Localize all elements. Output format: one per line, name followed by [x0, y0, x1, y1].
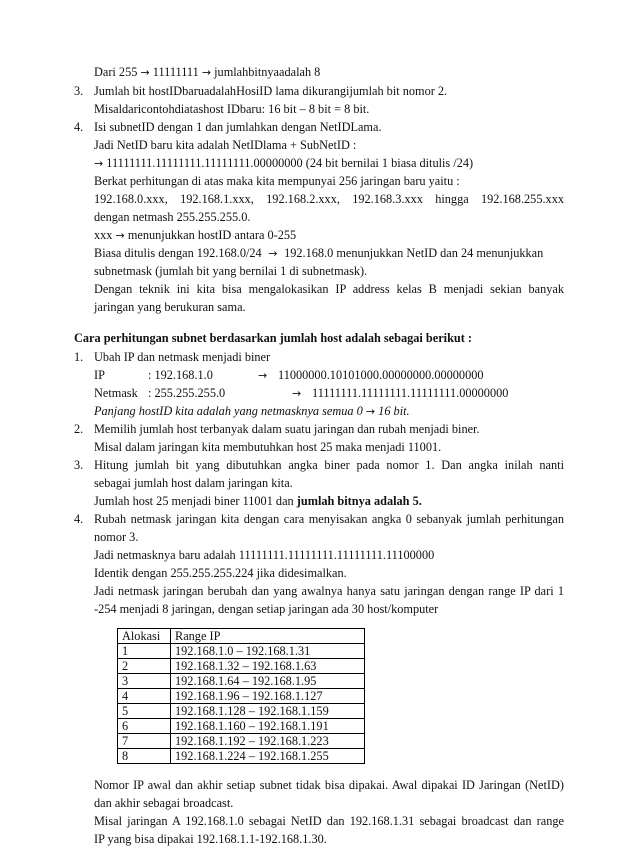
ip-range-table: [117, 628, 365, 764]
list-number: 1.: [74, 350, 84, 364]
section-heading: Cara perhitungan subnet berdasarkan jumlah host adalah sebagai berikut :: [74, 331, 473, 345]
table-cell: 192.168.1.192 – 192.168.1.223: [171, 734, 365, 749]
dari-binary: 11111111: [152, 65, 199, 79]
list-item-text: -254 menjadi 8 jaringan, dengan setiap jaringan ada 30 host/komputer: [94, 602, 439, 616]
list-item-text: sebagai jumlah host dalam jaringan kita.: [94, 476, 293, 490]
binary-line: → 11111111.11111111.11111111.00000000 (24 bit bernilai 1 biasa ditulis /24): [94, 156, 474, 170]
footer-line: Misal jaringan A 192.168.1.0 sebagai NetID dan 192.168.1.31 sebagai broadcast dan range: [94, 814, 564, 828]
table-row: [118, 719, 365, 734]
table-row: [118, 734, 365, 749]
table-cell: 192.168.1.224 – 192.168.1.255: [171, 749, 365, 764]
netmask-label: Netmask: [94, 386, 138, 400]
table-row: [118, 689, 365, 704]
list-item-text: Rubah netmask jaringan kita dengan cara menyisakan angka 0 sebanyak jumlah perhitungan: [94, 512, 564, 526]
table-cell: 7: [118, 734, 171, 749]
footer-line: dan akhir sebagai broadcast.: [94, 796, 234, 810]
arrow-right-icon: →: [292, 387, 302, 400]
list-item-text: Misaldaricontohdiatashost IDbaru: 16 bit – 8 bit = 8 bit.: [94, 102, 370, 116]
ip-range-table-body: [118, 629, 365, 764]
arrow-right-icon: →: [201, 66, 212, 79]
arrow-right-icon: →: [140, 66, 150, 79]
list-item-text: Memilih jumlah host terbanyak dalam suatu jaringan dan rubah menjadi biner.: [94, 422, 480, 436]
list-number: 4.: [74, 512, 84, 526]
arrow-right-icon: →: [264, 247, 281, 260]
table-cell: 192.168.1.64 – 192.168.1.95: [171, 674, 365, 689]
list-item-text: Ubah IP dan netmask menjadi biner: [94, 350, 271, 364]
list-item-text: jaringan yang berukuran sama.: [94, 300, 246, 314]
ip-label: IP: [94, 368, 105, 382]
list-item-text: Isi subnetID dengan 1 dan jumlahkan dengan NetIDLama.: [94, 120, 382, 134]
arrow-right-icon: →: [258, 369, 268, 382]
notation-line: Biasa ditulis dengan 192.168.0/24 → 192.168.0 menunjukkan NetID dan 24 menunjukkan: [94, 246, 544, 260]
table-header-cell: Range IP: [171, 629, 365, 644]
table-cell: 192.168.1.96 – 192.168.1.127: [171, 689, 365, 704]
dari-text: Dari 255: [94, 65, 138, 79]
table-cell: 192.168.1.128 – 192.168.1.159: [171, 704, 365, 719]
table-cell: 5: [118, 704, 171, 719]
table-row: [118, 674, 365, 689]
ip-binary: 11000000.10101000.00000000.00000000: [278, 368, 484, 382]
netmask-binary: 11111111.11111111.11111111.00000000: [312, 386, 509, 400]
hostid-line: xxx → menunjukkan hostID antara 0-255: [94, 228, 297, 242]
list-item-text: Jadi netmask jaringan berubah dan yang awalnya hanya satu jaringan dengan range IP dari 1: [94, 584, 564, 598]
list-number: 3.: [74, 458, 84, 472]
table-cell: 3: [118, 674, 171, 689]
list-item-text: Misal dalam jaringan kita membutuhkan host 25 maka menjadi 11001.: [94, 440, 442, 454]
table-row: [118, 704, 365, 719]
list-item-text: Jadi netmasknya baru adalah 11111111.11111111.11111111.11100000: [94, 548, 435, 562]
dari-result: jumlahbitnyaadalah 8: [214, 65, 321, 79]
table-cell: 1: [118, 644, 171, 659]
footer-line: IP yang bisa dipakai 192.168.1.1-192.168.1.30.: [94, 832, 327, 846]
list-item-text: Dengan teknik ini kita bisa mengalokasikan IP address kelas B menjadi sekian banyak: [94, 282, 564, 296]
table-cell: 6: [118, 719, 171, 734]
list-item-text: Hitung jumlah bit yang dibutuhkan angka biner pada nomor 1. Dan angka inilah nanti: [94, 458, 564, 472]
list-item-text: subnetmask (jumlah bit yang bernilai 1 di subnetmask).: [94, 264, 368, 278]
list-item-text: Identik dengan 255.255.255.224 jika didesimalkan.: [94, 566, 347, 580]
table-cell: 4: [118, 689, 171, 704]
table-row: [118, 659, 365, 674]
arrow-right-icon: →: [365, 405, 376, 418]
list-item-text: nomor 3.: [94, 530, 139, 544]
table-header-cell: Alokasi: [118, 629, 171, 644]
arrow-right-icon: →: [94, 157, 104, 170]
list-number: 2.: [74, 422, 84, 436]
table-cell: 2: [118, 659, 171, 674]
table-cell: 192.168.1.0 – 192.168.1.31: [171, 644, 365, 659]
list-item-text: Berkat perhitungan di atas maka kita mempunyai 256 jaringan baru yaitu :: [94, 174, 460, 188]
table-header-row: [118, 629, 365, 644]
hostid-note: Panjang hostID kita adalah yang netmasknya semua 0 → 16 bit.: [94, 404, 410, 418]
table-cell: 8: [118, 749, 171, 764]
ip-value: : 192.168.1.0: [148, 368, 213, 382]
netmask-value: : 255.255.255.0: [148, 386, 226, 400]
table-row: [118, 749, 365, 764]
table-row: [118, 644, 365, 659]
bit-count-line: Jumlah host 25 menjadi biner 11001 dan jumlah bitnya adalah 5.: [94, 494, 422, 508]
dari-line: [94, 65, 320, 80]
list-number: 4.: [74, 120, 84, 134]
network-list-line: 192.168.0.xxx, 192.168.1.xxx, 192.168.2.xxx, 192.168.3.xxx hingga 192.168.255.xxx: [94, 192, 564, 206]
footer-line: Nomor IP awal dan akhir setiap subnet tidak bisa dipakai. Awal dipakai ID Jaringan (NetID): [94, 778, 564, 792]
table-cell: 192.168.1.32 – 192.168.1.63: [171, 659, 365, 674]
list-item-text: dengan netmash 255.255.255.0.: [94, 210, 251, 224]
arrow-right-icon: →: [115, 229, 125, 242]
list-item-text: Jumlah bit hostIDbaruadalahHosiID lama dikurangijumlah bit nomor 2.: [94, 84, 448, 98]
list-number: 3.: [74, 84, 84, 98]
table-cell: 192.168.1.160 – 192.168.1.191: [171, 719, 365, 734]
list-item-text: Jadi NetID baru kita adalah NetIDlama + SubNetID :: [94, 138, 357, 152]
